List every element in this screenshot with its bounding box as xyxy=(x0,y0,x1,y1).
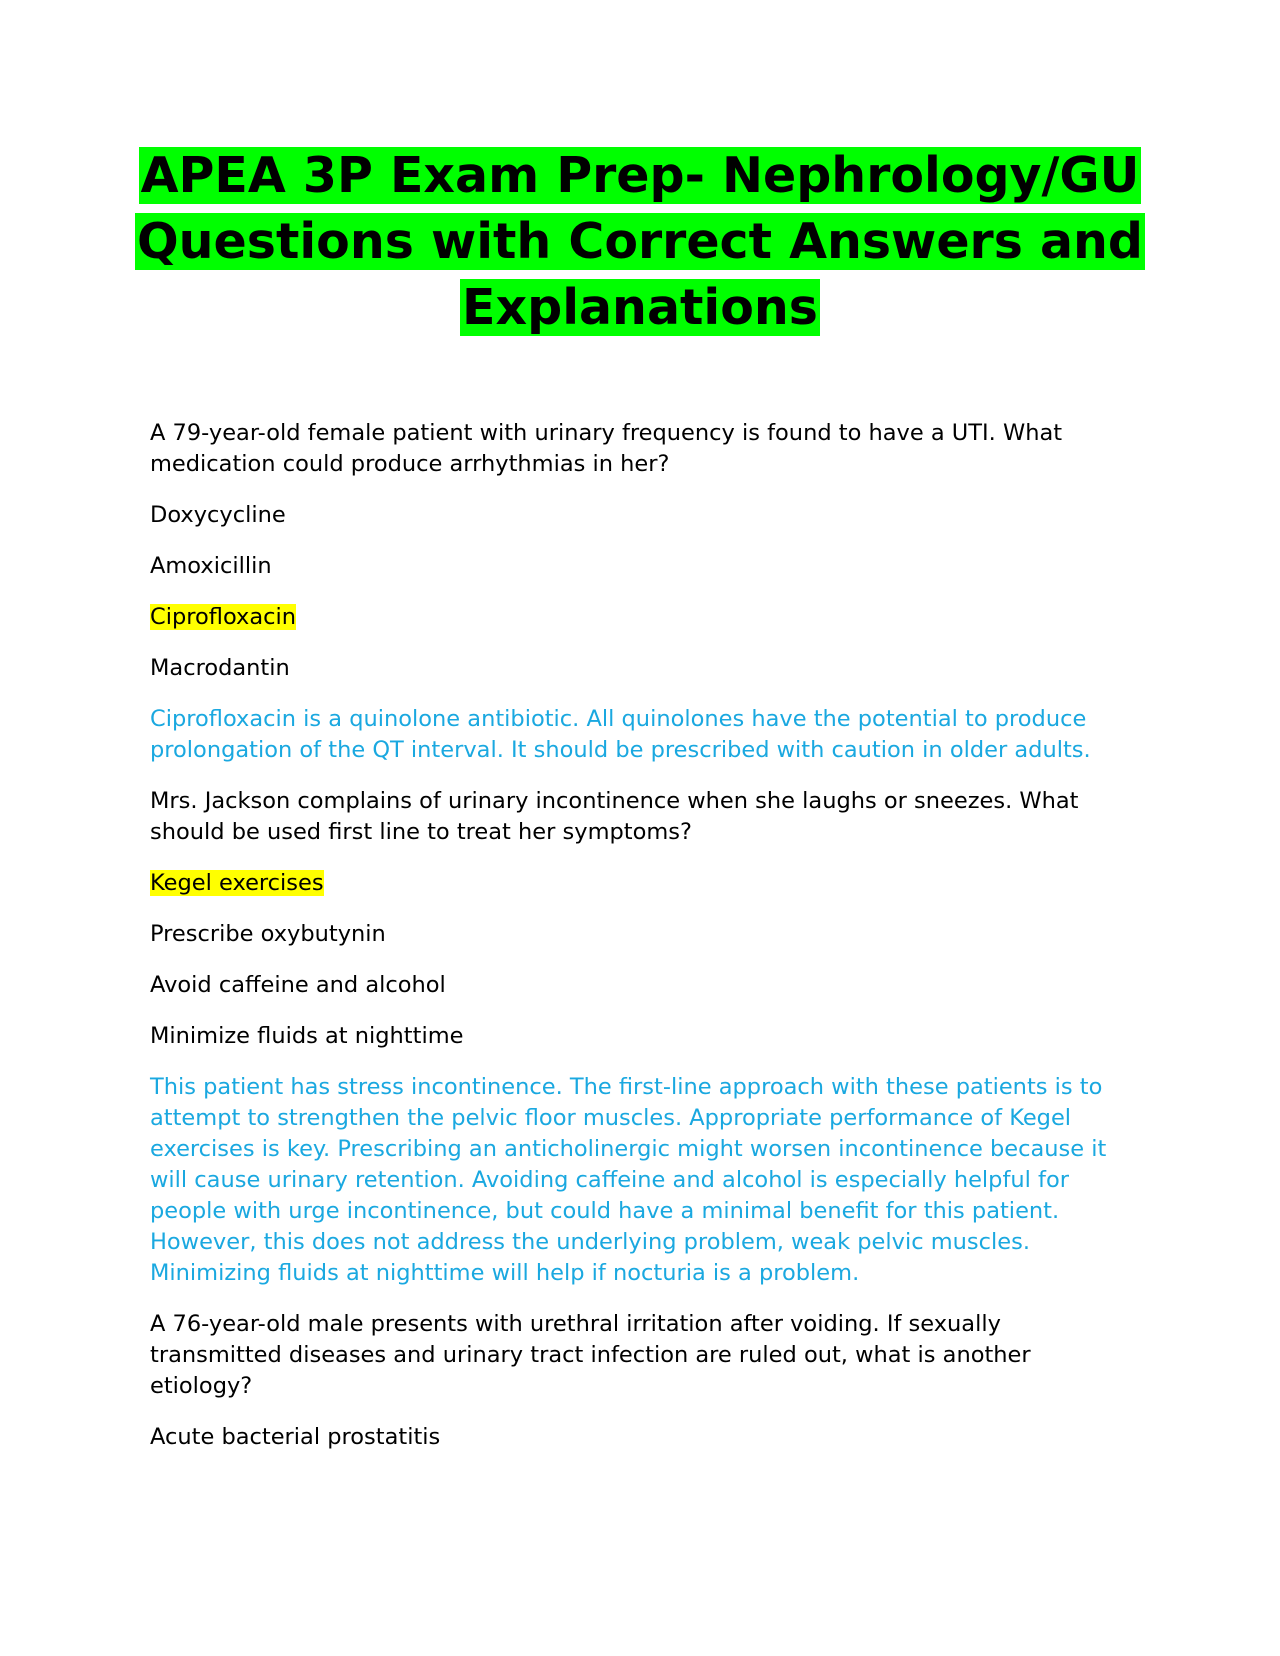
q1-option-b: Amoxicillin xyxy=(150,553,272,579)
q2-explanation: This patient has stress incontinence. The first-line approach with these patients is to attempt to strengthen the pelvic floor muscles. Appropriate performance of Kegel exercises is key. Prescribing an anticholinergic might worsen incontinence because it will cause urinary retention. Avoiding caffeine and alcohol is especially helpful for people with urge incontinence, but could have a minimal benefit for this patient. However, this does not address the underlying problem, weak pelvic muscles. Minimizing fluids at nighttime will help if nocturia is a problem. xyxy=(150,1074,1107,1286)
q2-option-b: Prescribe oxybutynin xyxy=(150,921,386,947)
title-highlight: APEA 3P Exam Prep- Nephrology/GU Questions with Correct Answers and Explanations xyxy=(137,147,1143,336)
q1-option-c xyxy=(150,602,1135,633)
q2-option-c: Avoid caffeine and alcohol xyxy=(150,972,446,998)
question-3: A 76-year-old male presents with urethral irritation after voiding. If sexually transmitted diseases and urinary tract infection are ruled out, what is another etiology? xyxy=(150,1311,1031,1399)
correct-answer-highlight: Ciprofloxacin xyxy=(150,604,296,630)
q2-option-a xyxy=(150,868,1135,899)
document-body xyxy=(150,418,1135,1473)
question-2: Mrs. Jackson complains of urinary incontinence when she laughs or sneezes. What should be used first line to treat her symptoms? xyxy=(150,788,1079,845)
q1-explanation: Ciprofloxacin is a quinolone antibiotic. All quinolones have the potential to produce prolongation of the QT interval. It should be prescribed with caution in older adults. xyxy=(150,706,1091,763)
q1-option-d: Macrodantin xyxy=(150,655,290,681)
q2-option-d: Minimize fluids at nighttime xyxy=(150,1023,464,1049)
q1-option-a: Doxycycline xyxy=(150,502,286,528)
document-title xyxy=(100,143,1180,341)
q3-option-a: Acute bacterial prostatitis xyxy=(150,1424,441,1450)
question-1: A 79-year-old female patient with urinary frequency is found to have a UTI. What medication could produce arrhythmias in her? xyxy=(150,420,1063,477)
correct-answer-highlight: Kegel exercises xyxy=(150,870,324,896)
